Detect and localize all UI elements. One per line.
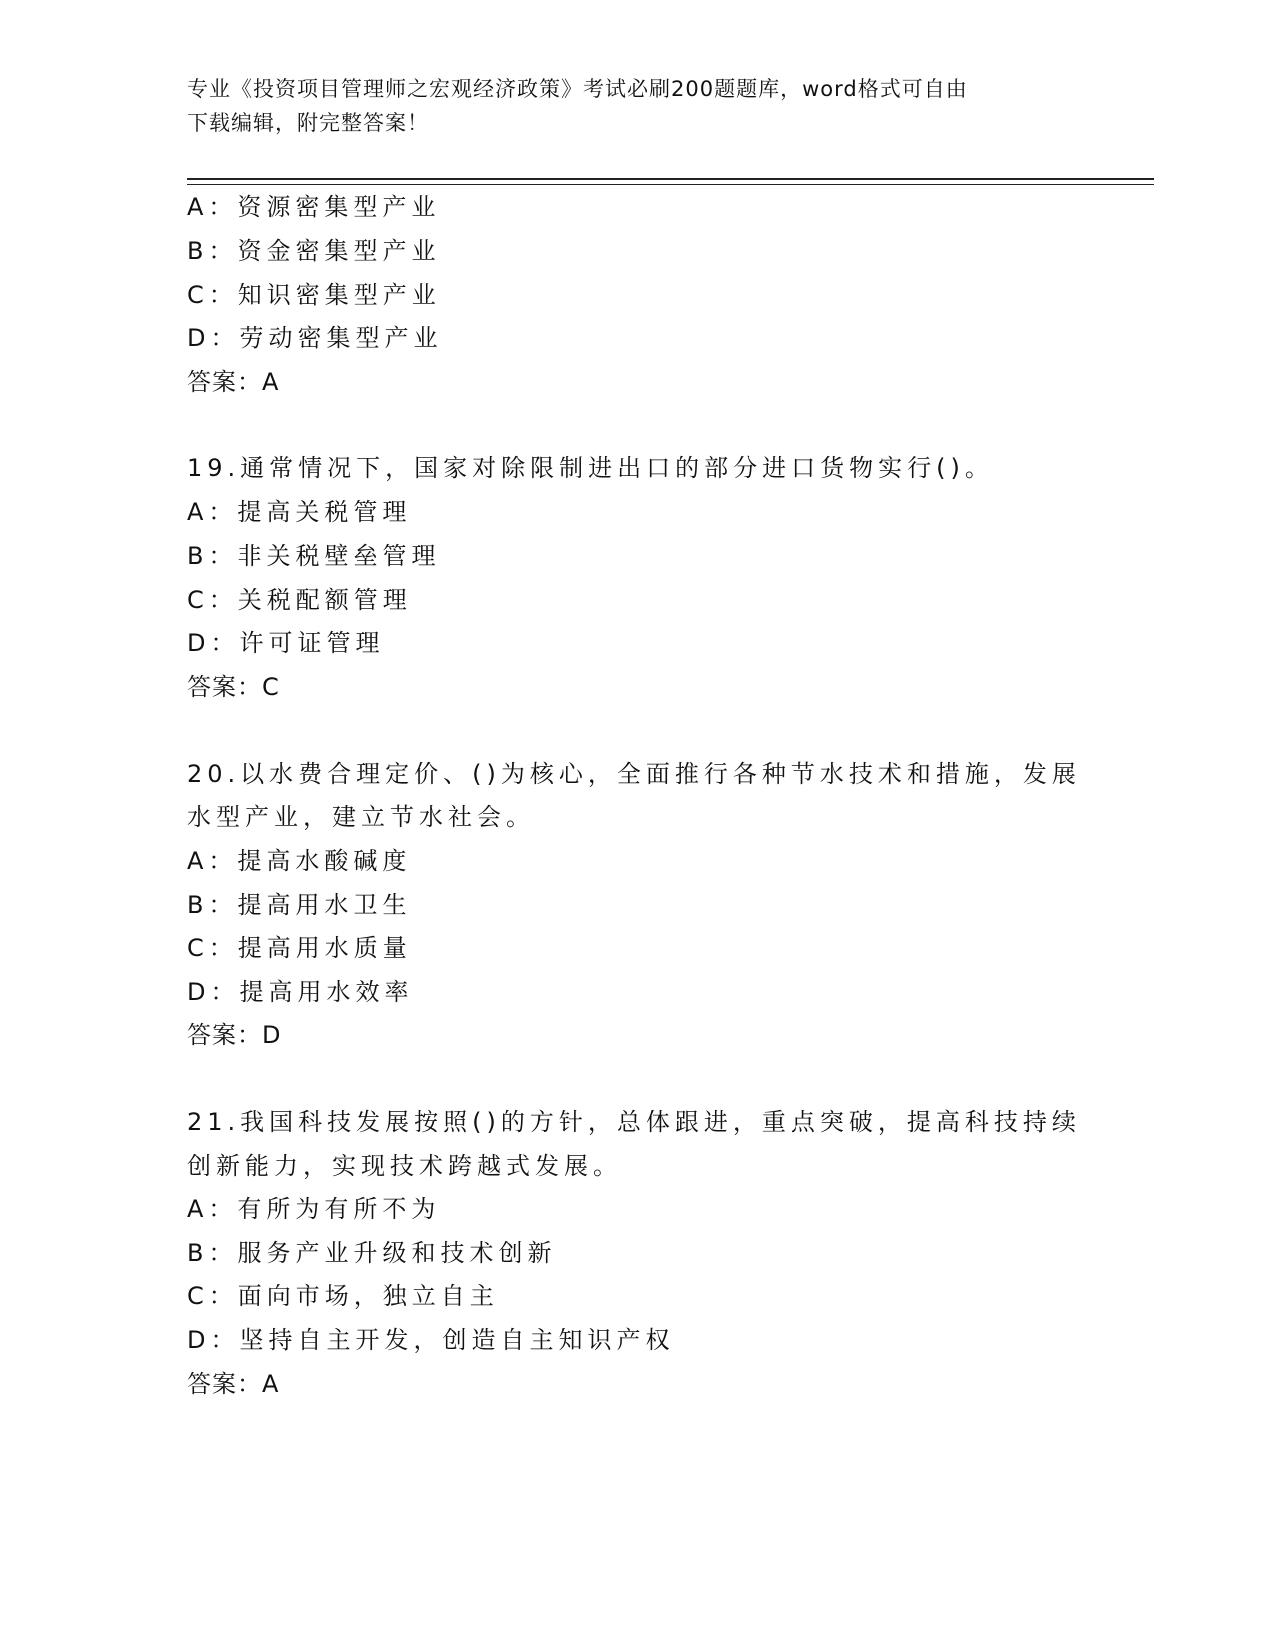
q18-option-d: D：劳动密集型产业 [187,324,443,352]
q20-stem-line-2: 水型产业，建立节水社会。 [187,803,535,831]
q19-option-d: D：许可证管理 [187,629,385,657]
q19-stem-line-1: 19.通常情况下，国家对除限制进出口的部分进口货物实行()。 [187,454,994,482]
q19-option-c: C：关税配额管理 [187,586,412,614]
header-line-1: 专业《投资项目管理师之宏观经济政策》考试必刷200题题库，word格式可自由 [187,77,968,101]
q18-option-b: B：资金密集型产业 [187,237,441,265]
q21-option-b: B：服务产业升级和技术创新 [187,1239,557,1267]
q20-stem-line-1: 20.以水费合理定价、()为核心，全面推行各种节水技术和措施，发展 [187,760,1081,788]
header-line-2: 下载编辑，附完整答案！ [187,111,429,135]
q20-answer: 答案：D [187,1021,282,1049]
q20-option-a: A：提高水酸碱度 [187,847,412,875]
q20-option-c: C：提高用水质量 [187,934,412,962]
header-divider-thick [187,178,1154,180]
q21-option-c: C：面向市场，独立自主 [187,1282,499,1310]
q21-option-d: D：坚持自主开发，创造自主知识产权 [187,1326,675,1354]
q21-option-a: A：有所为有所不为 [187,1195,441,1223]
q19-option-a: A：提高关税管理 [187,498,412,526]
q19-option-b: B：非关税壁垒管理 [187,542,441,570]
q21-stem-line-2: 创新能力，实现技术跨越式发展。 [187,1152,622,1180]
header-divider-thin [187,184,1154,185]
q21-stem-line-1: 21.我国科技发展按照()的方针，总体跟进，重点突破，提高科技持续 [187,1108,1081,1136]
q18-option-a: A：资源密集型产业 [187,193,441,221]
q19-answer: 答案：C [187,673,280,701]
q20-option-d: D：提高用水效率 [187,978,414,1006]
document-header [187,72,1067,140]
q21-answer: 答案：A [187,1370,280,1398]
q20-option-b: B：提高用水卫生 [187,891,412,919]
q18-answer: 答案：A [187,368,280,396]
q18-option-c: C：知识密集型产业 [187,281,441,309]
